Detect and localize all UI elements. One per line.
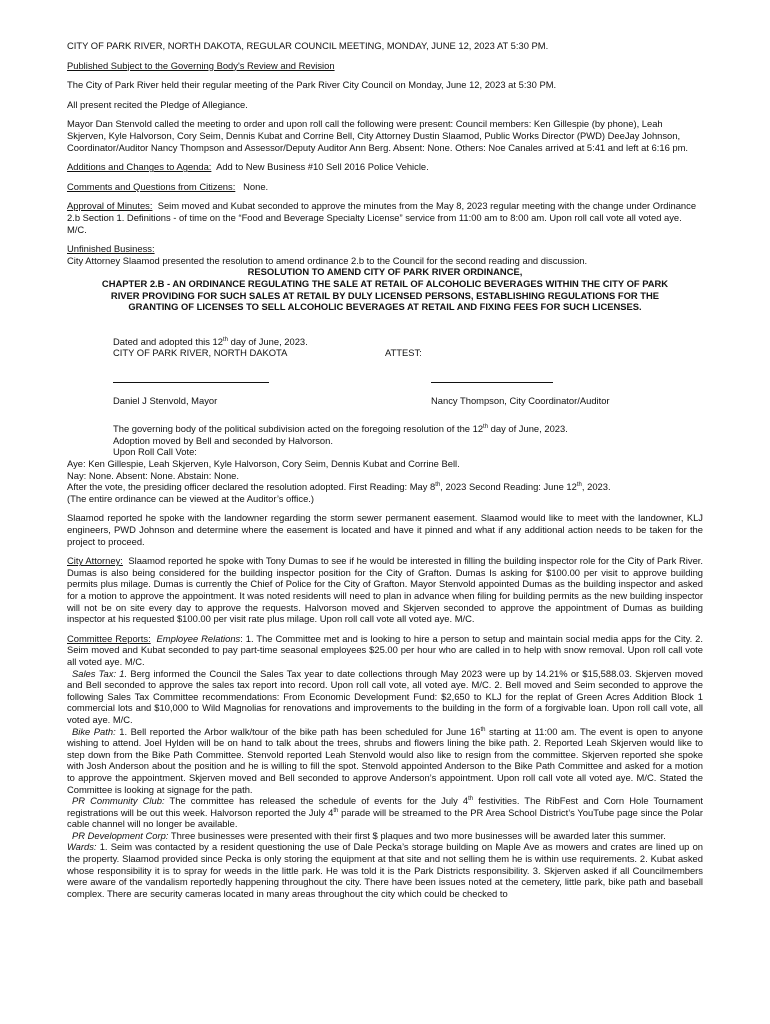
governing-b: day of June, 2023. [488,423,568,435]
governing-a: The governing body of the political subdivision acted on the foregoing resolution of the 12 [113,423,484,435]
intro-rollcall: Mayor Dan Stenvold called the meeting to order and upon roll call the following were present: Council members: Ken Gillespie (by phone), Leah Skjerven, Kyle Halvorson, Cory Seim, Dennis Kubat and Corrine Bell, City Attorney Dustin Slaamod, Public Works Director (PWD) DeeJay Johnson, Coordinator/Auditor Nancy Thompson and Assessor/Deputy Auditor Ann Berg. Absent: None. Others: Noe Canales arrived at 5:41 and left at 6:16 pm. [67,118,689,153]
bike-text-b: starting at 11:00 am. The event is open to anyone wishing to attend. Joel Hylden will be on hand to talk about the trees, shrubs and flowers lining the bike path. 2. Reported Leah Skjerven would like to step down from the Bike Path Committee. Stenvold reported Leah Stenvold would also like to resign from the committee. Skjerven reported she spoke with Josh Anderson about the position and he is willing to fill the spot. Stenvold appointed Anderson to the Bike Path Committee and asked for a motion to approve the appointment. Skjerven moved and Bell seconded to approve Anderson’s appointment. Upon roll call vote all voted aye. M/C. Stated the Committee is looking at signage for the path. [67,725,703,795]
committee-label: Committee Reports: [67,632,151,644]
dated-a: Dated and adopted this 12 [113,335,223,347]
resolution-title: RESOLUTION TO AMEND CITY OF PARK RIVER ORDINANCE, [247,266,523,278]
comments-label: Comments and Questions from Citizens: [67,180,236,192]
committee-wards [67,841,703,899]
additions-text: Add to New Business #10 Sell 2016 Police Vehicle. [216,161,429,173]
minutes-label: Approval of Minutes: [67,200,153,212]
unfinished-text: City Attorney Slaamod presented the resolution to amend ordinance 2.b to the Council for the second reading and discussion. [67,254,588,266]
after-sup-1: th [435,482,441,489]
bike-label: Bike Path: [72,725,116,737]
committee-employee [67,633,703,668]
entire-ordinance-line: (The entire ordinance can be viewed at the Auditor’s office.) [67,492,315,504]
city-attest-row [67,347,703,359]
unfinished-label: Unfinished Business: [67,243,155,255]
attest-label: ATTEST: [385,347,422,359]
comments-text: None. [243,180,269,192]
document-title: CITY OF PARK RIVER, NORTH DAKOTA, REGULAR COUNCIL MEETING, MONDAY, JUNE 12, 2023 AT 5:30 PM. [67,40,549,51]
sales-label: Sales Tax: 1. [72,667,128,679]
resolution-line-4: GRANTING OF LICENSES TO SELL ALCOHOLIC BEVERAGES AT RETAIL AND FIXING FEES FOR SUCH LICENSES. [128,301,642,313]
dev-text: Three businesses were presented with their first $ plaques and two more businesses will be awarded later this summer. [168,829,666,841]
minutes-text: Seim moved and Kubat seconded to approve the minutes from the May 8, 2023 regular meeting with the change under Ordinance 2.b Section 1. Definitions - of time on the “Food and Beverage Specialty License” service from 11:00 am to 8:00 am. Upon roll call vote all voted aye. M/C. [67,200,697,235]
adoption-line: Adoption moved by Bell and seconded by Halvorson. [113,434,333,446]
dev-label: PR Development Corp: [72,829,169,841]
wards-label: Wards: [67,841,97,853]
resolution-line-3: RIVER PROVIDING FOR SUCH SALES AT RETAIL BY DULY LICENSED PERSONS, ESTABLISHING REGULATIONS FOR THE [110,289,660,301]
pr-text-c: parade will be streamed to the PR Area School District’s YouTube page since the Polar cable channel will no longer be available. [67,806,703,830]
attorney-label: City Attorney: [67,555,123,567]
resolution-line-2: CHAPTER 2.B - AN ORDINANCE REGULATING THE SALE AT RETAIL OF ALCOHOLIC BEVERAGES WITHIN THE CITY OF PARK [101,277,669,289]
pr-label: PR Community Club: [72,795,165,807]
attorney-text: Slaamod reported he spoke with Tony Dumas to see if he would be interested in filling the building inspector role for the City of Park River. Dumas is also being considered for the building inspector position for the City of Grafton. Dumas Is asking for $100.00 per visit to approve building permits plus milage. Dumas is currently the Chief of Police for the City of Grafton. Mayor Stenvold appointed Dumas as the building inspector and asked for a motion to approve the appointment. It was noted residents will need to plan in advance when filing for building permits as the new building inspector will not be on site every day to approve the requests. Halvorson moved and Skjerven seconded to approve the appointment of Dumas as building inspector at his requested $100.00 per visit rate plus milage. Upon roll call vote all voted aye. M/C. [67,555,703,625]
wards-text: 1. Seim was contacted by a resident questioning the use of Dale Pecka’s storage building on Maple Ave as mowers and crates are lined up on the property. Slaamod provided since Pecka is only storing the equipment at that site and not selling them he is within use requirements. 2. Kubat asked whose responsibility it is to spray for weeds in the little park. He was told it is the Park Districts responsibility. 3. Skjerven asked if all Councilmembers were aware of the vandalism reportedly happening throughout the city. There have been issues noted at the cemetery, little park, bike path and baseball complex. There are security cameras located in many areas throughout the city which could be checked to [67,841,703,899]
governing-line [67,423,703,435]
dated-line [67,336,703,348]
after-c: , 2023. [581,481,611,493]
agenda-minutes [67,200,703,235]
agenda-comments [67,181,703,193]
intro-held: The City of Park River held their regular meeting of the Park River City Council on Monday, June 12, 2023 at 5:30 PM. [67,79,557,91]
minutes-document [67,40,703,899]
city-name: CITY OF PARK RIVER, NORTH DAKOTA [113,347,288,359]
after-b: , 2023 Second Reading: June 12 [440,481,577,493]
mayor-name: Daniel J Stenvold, Mayor [113,395,218,407]
attorney-paragraph [67,555,703,625]
pr-sup-2: th [333,807,339,814]
auditor-signature-line [431,382,553,383]
pr-sup-1: th [468,795,474,802]
nay-line: Nay: None. Absent: None. Abstain: None. [67,469,239,481]
auditor-name: Nancy Thompson, City Coordinator/Auditor [431,395,610,407]
sales-text: Berg informed the Council the Sales Tax year to date collections through May 2023 were up by 14.21% or $15,588.03. Skjerven moved and Bell seconded to approve the sales tax report into record. Upon roll call vote, all voted aye. M/C. 2. Bell moved and Seim seconded to approve the following Sales Tax Committee recommendations: From Economic Development Fund: $2,650 to KLJ for the replat of Green Acres Addition Block 1 commercial lots and $10,000 to Wild Magnolias for renovations and improvements to the building in the form of a forgivable loan. Upon roll call vote, all voted aye. M/C. [67,667,703,725]
signature-names [67,395,703,407]
document-subtitle: Published Subject to the Governing Body's Review and Revision [67,59,335,71]
after-sup-2: th [576,482,582,489]
bike-sup: th [480,726,486,733]
rollcall-vote-line: Upon Roll Call Vote: [113,446,197,458]
intro-pledge: All present recited the Pledge of Allegiance. [67,98,248,110]
employee-text: : 1. The Committee met and is looking to hire a person to setup and maintain social media apps for the City. 2. Seim moved and Kubat seconded to pay part-time seasonal employees $25.00 per hour who are called in to help with snow removal. Upon roll call vote all voted aye. M/C. [67,632,703,667]
dated-b: day of June, 2023. [228,335,308,347]
employee-label: Employee Relations [156,632,241,644]
mayor-signature-line [113,382,269,383]
after-a: After the vote, the presiding officer declared the resolution adopted. First Reading: May 8 [67,481,436,493]
committee-sales [67,668,703,726]
committee-dev [67,830,703,842]
pr-text-b: festivities. The RibFest and Corn Hole Tournament registrations will be out this week. Halvorson reported the July 4 [67,795,703,818]
agenda-additions [67,161,703,173]
after-vote-line [67,481,703,493]
pr-text-a: The committee has released the schedule of events for the July 4 [164,795,469,807]
committee-pr [67,795,703,830]
aye-line: Aye: Ken Gillespie, Leah Skjerven, Kyle Halvorson, Cory Seim, Dennis Kubat and Corrine Bell. [67,458,460,470]
committee-bike [67,726,703,796]
governing-sup: th [483,424,489,431]
dated-sup: th [222,336,228,343]
easement-paragraph: Slaamod reported he spoke with the landowner regarding the storm sewer permanent easement. Slaamod would like to meet with the landowner, KLJ engineers, PWD Johnson and determine where the easement is located and have it pinned and what if any additional action needs to be taken for the project to proceed. [67,512,703,547]
additions-label: Additions and Changes to Agenda: [67,161,212,173]
signature-lines [67,371,703,395]
bike-text-a: 1. Bell reported the Arbor walk/tour of the bike path has been scheduled for June 16 [115,725,481,737]
